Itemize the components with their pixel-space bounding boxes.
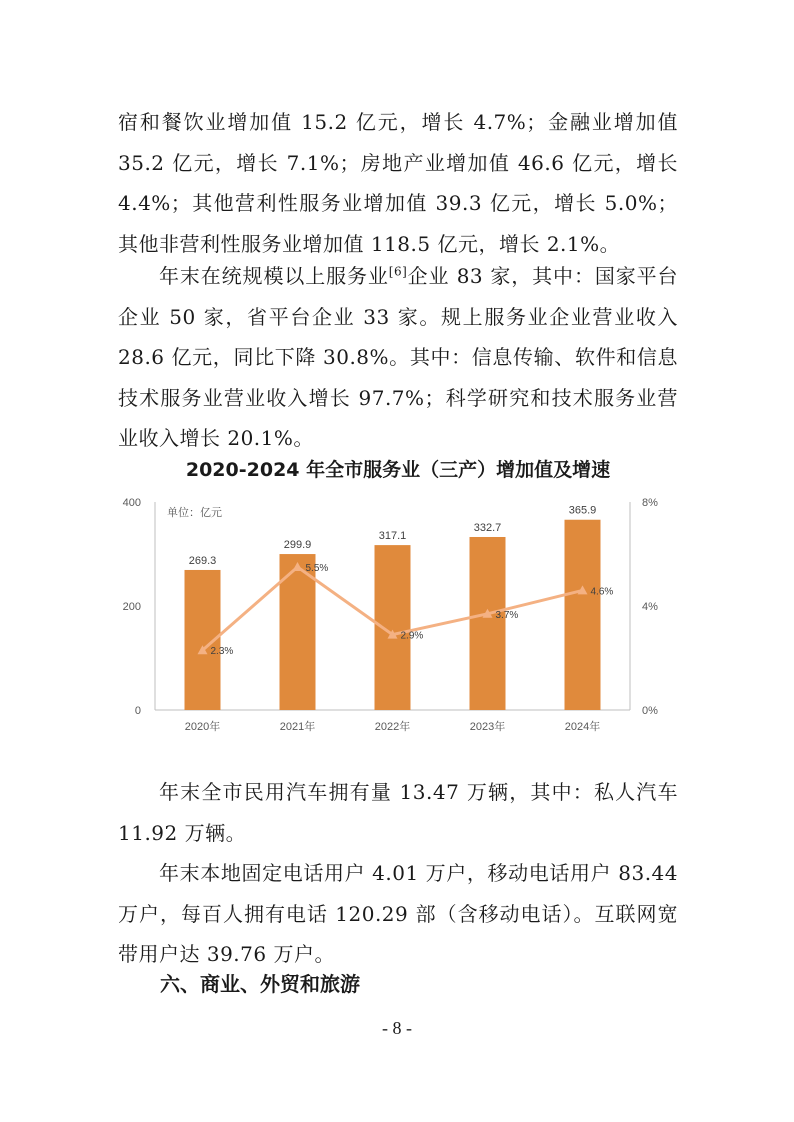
left-axis-tick-label: 0 [134,705,141,717]
page-number: - 8 - [382,1018,412,1038]
paragraph-above-scale-enterprises [118,256,678,459]
paragraph-telecom: 年末本地固定电话用户 4.01 万户，移动电话用户 83.44 万户，每百人拥有电话 120.29 部（含移动电话）。互联网宽带用户达 39.76 万户。 [118,861,678,967]
x-axis-tick-label: 2020年 [184,721,221,733]
bar [565,520,601,710]
right-axis-tick-label: 8% [642,497,658,509]
section-heading: 六、商业、外贸和旅游 [160,972,360,996]
text-block-enterprises [118,256,678,459]
paragraph-service-sectors: 宿和餐饮业增加值 15.2 亿元，增长 4.7%；金融业增加值 35.2 亿元，增长 7.1%；房地产业增加值 46.6 亿元，增长 4.4%；其他营利性服务业增加值 39.3 亿元，增长 5.0%；其他非营利性服务业增加值 118.5 亿元，增长 2.1%。 [118,110,678,256]
paragraph-vehicles: 年末全市民用汽车拥有量 13.47 万辆，其中：私人汽车 11.92 万辆。 [118,780,678,845]
growth-rate-label: 3.7% [495,609,519,621]
footnote-reference[interactable]: [6] [388,264,408,279]
x-axis-tick-label: 2024年 [564,721,601,733]
bar-value-label: 269.3 [188,554,217,567]
right-axis-tick-label: 4% [642,601,658,613]
text-block-services [118,102,678,264]
growth-rate-label: 2.9% [400,630,424,642]
left-axis-tick-label: 200 [122,601,141,613]
bar-value-label: 299.9 [283,539,312,552]
bar-value-label: 317.1 [378,530,407,543]
chart-unit-label: 单位：亿元 [167,507,222,519]
left-axis-tick-label: 400 [122,497,141,509]
bar [470,537,506,710]
x-axis-tick-label: 2021年 [279,721,316,733]
x-axis-tick-label: 2023年 [469,721,506,733]
service-value-chart [110,486,670,736]
growth-rate-label: 5.5% [305,563,329,574]
paragraph-text-start: 年末在统规模以上服务业 [159,264,389,288]
chart-title: 2020-2024 年全市服务业（三产）增加值及增速 [185,459,611,481]
bar [375,545,411,710]
right-axis-tick-label: 0% [642,705,658,717]
growth-rate-label: 4.6% [590,586,614,598]
bar-value-label: 332.7 [473,521,502,534]
text-block-vehicles-telecom [118,772,678,975]
x-axis-tick-label: 2022年 [374,721,411,733]
bar-value-label: 365.9 [568,504,597,517]
paragraph-text-end: 企业 83 家，其中：国家平台企业 50 家，省平台企业 33 家。规上服务业企业营业收入 28.6 亿元，同比下降 30.8%。其中：信息传输、软件和信息技术服务业营业收入增长 97.7%；科学研究和技术服务业营业收入增长 20.1%。 [118,264,678,451]
growth-rate-label: 2.3% [210,646,234,658]
